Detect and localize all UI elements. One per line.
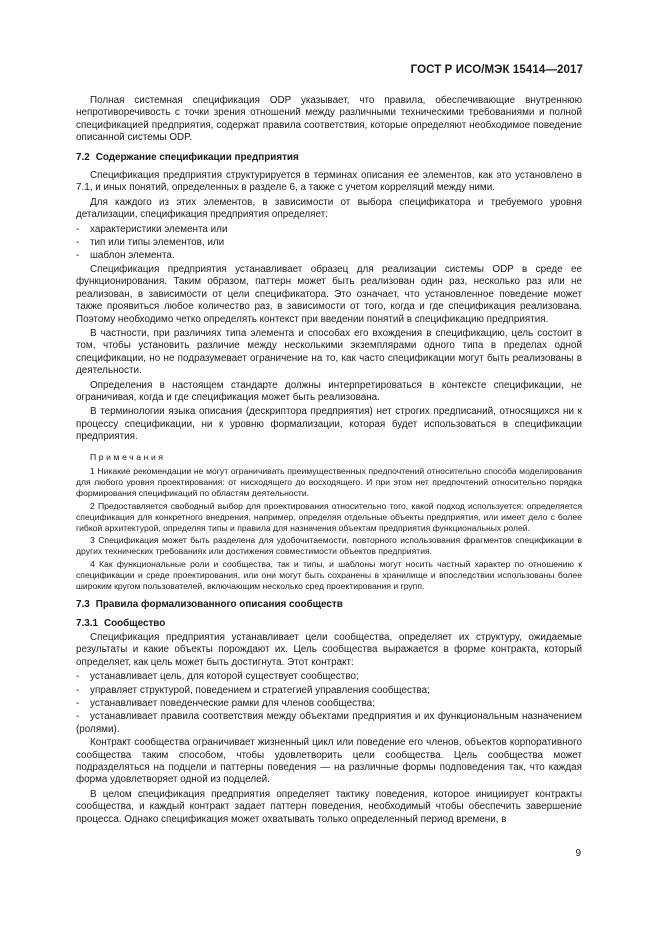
list-item: - устанавливает правила соответствия между объектами предприятия и их функциональным назначением (ролями). — [76, 711, 582, 735]
note: 2 Предоставляется свободный выбор для проектирования относительно того, какой подход используется: определяется спецификация для конкретного внедрения, например, определяя отдельные объекты предприятия, или имеет дело с более гибкой архитектурой, определяя типы и правила для назначения объектам предприятия функциональных ролей. — [76, 500, 582, 533]
section-number: 7.3 — [76, 599, 90, 611]
paragraph: В терминологии языка описания (дескриптора предприятия) нет строгих предписаний, относящихся ни к процессу спецификации, ни к уровню формализации, которая будет использоваться в спецификации предприятия. — [76, 406, 582, 443]
list-item: - характеристики элемента или — [76, 223, 228, 235]
paragraph: Спецификация предприятия структурируется в терминах описания ее элементов, как это установлено в 7.1, и иных понятий, определенных в разделе 6, а также с учетом корреляций между ними. — [76, 170, 582, 194]
list-item: - управляет структурой, поведением и стратегией управления сообщества; — [76, 684, 430, 696]
paragraph: Для каждого из этих элементов, в зависимости от выбора спецификатора и требуемого уровня детализации, спецификация предприятия определяет: — [76, 196, 582, 221]
note: 1 Никакие рекомендации не могут ограничивать преимущественных предпочтений относительно способа моделирования для любого уровня проектирования: от нисходящего до восходящего. И при этом нет предпочтений относительно порядка формирования спецификаций по областям деятельности. — [76, 465, 582, 499]
list-item: - шаблон элемента. — [76, 250, 175, 262]
document-header: ГОСТ Р ИСО/МЭК 15414—2017 — [410, 64, 583, 76]
note: 3 Спецификация может быть разделена для удобочитаемости, повторного использования фрагментов спецификации в других технических требованиях или достижения совместимости объектов предприятия. — [76, 535, 582, 557]
list-item: - устанавливает цель, для которой существует сообщество; — [76, 671, 359, 683]
section-7-3-heading — [76, 599, 582, 611]
paragraph: Определения в настоящем стандарте должны интерпретироваться в контексте спецификации, не ограничивая, когда и где спецификация может быть реализована. — [76, 379, 582, 403]
paragraph: В целом спецификация предприятия определяет тактику поведения, которое инициирует контракты сообщества, и каждый контракт задает паттерн поведения, необходимый чтобы обеспечить завершение процесса. Однако спецификация может охватывать только определенный период времени, в — [76, 788, 582, 825]
paragraph: Спецификация предприятия устанавливает цели сообщества, определяет их структуру, ожидаемые результаты и какие объекты порождают их. Цель сообщества выражается в форме контракта, который определяет, как цель может быть достигнута. Этот контракт: — [76, 632, 582, 668]
section-7-3-1-heading — [76, 618, 582, 630]
list-item: - тип или типы элементов, или — [76, 237, 225, 249]
page-number: 9 — [575, 848, 581, 859]
list-item: - устанавливает поведенческие рамки для членов сообщества; — [76, 698, 375, 710]
notes-title: Примечания — [90, 451, 166, 462]
section-title: Сообщество — [103, 617, 166, 629]
page-content — [76, 95, 582, 828]
paragraph: В частности, при различиях типа элемента и способах его вхождения в спецификацию, цель состоит в том, чтобы установить различие между несколькими экземплярами одного типа в пределах одной спецификации, но не подразумевает ограничение на то, как часто спецификации могут быть реализованы в деятельности. — [76, 327, 582, 377]
section-title: Правила формализованного описания сообществ — [95, 599, 343, 611]
section-number: 7.2 — [76, 151, 90, 163]
section-title: Содержание спецификации предприятия — [95, 151, 299, 163]
paragraph-intro: Полная системная спецификация ODP указывает, что правила, обеспечивающие внутреннюю непротиворечивость с точки зрения отношений между различными техническими требованиями и полной спецификацией предприятия, содержат правила соответствия, которые определяют необходимое поведение описанной системы ODP. — [76, 95, 582, 144]
section-7-2-heading — [76, 152, 582, 164]
paragraph: Контракт сообщества ограничивает жизненный цикл или поведение его членов, объектов корпоративного сообщества таким способом, чтобы удовлетворить цели сообщества. Цель сообщества может подразделяться на подцели и паттерны поведения — на различные формы подповедения так, что каждая форма удовлетворяет одной из подцелей. — [76, 737, 582, 786]
paragraph: Спецификация предприятия устанавливает образец для реализации системы ODP в среде ее функционирования. Таким образом, паттерн может быть реализован один раз, несколько раз или не реализован, в зависимости от цели спецификатора. Это означает, что установленное поведение может также проявиться любое количество раз, в зависимости от того, когда и где спецификация реализована. Поэтому необходимо четко определять контекст при введении понятий в спецификацию предприятия. — [76, 263, 582, 325]
note: 4 Как функциональные роли и сообщества, так и типы, и шаблоны могут носить частный характер по отношению к спецификации и среде проектирования, или они могут быть сохранены в хранилище и впоследствии использованы более широким кругом пользователей, включающим несколько сред проектирования и групп. — [76, 558, 582, 591]
section-number: 7.3.1 — [76, 617, 98, 629]
